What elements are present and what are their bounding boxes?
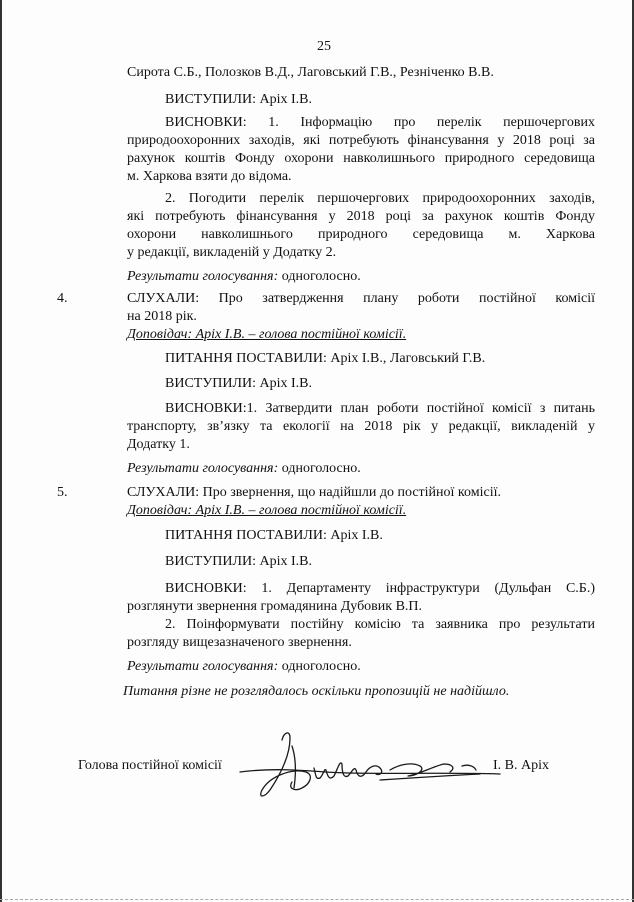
conclusions-line: рахунок коштів Фонду охорони навколишнього природного середовища [127,151,595,166]
voting-results [127,268,361,286]
conclusions-line: у редакції, викладеній у Додатку 2. [127,245,337,260]
voting-results [127,658,361,676]
other-items-note: Питання різне не розглядалось оскільки пропозицій не надійшло. [123,684,510,699]
conclusions-line: ВИСНОВКИ: 1. Інформацію про перелік першочергових [165,115,595,130]
scan-border-left [0,0,2,902]
conclusions-line: природоохоронних заходів, які потребують фінансування у 2018 році за [127,133,595,148]
signature-title: Голова постійної комісії [78,758,222,773]
conclusions-line: розгляду вищезазначеного звернення. [127,635,352,650]
reporter-line: Доповідач: Аріх І.В. – голова постійної комісії. [127,327,407,342]
conclusions-line: які потребують фінансування у 2018 році за рахунок коштів Фонду [127,209,595,224]
heard-line: на 2018 рік. [127,309,197,324]
item-number: 4. [57,291,68,306]
reporter-line: Доповідач: Аріх І.В. – голова постійної комісії. [127,503,407,518]
voting-label: Результати голосування: [127,269,279,284]
conclusions-line: 2. Поінформувати постійну комісію та заявника про результати [165,617,595,632]
attendees-line: Сирота С.Б., Полозков В.Д., Лаговський Г.В., Резніченко В.В. [127,65,494,80]
questions-line: ПИТАННЯ ПОСТАВИЛИ: Аріх І.В., Лаговський Г.В. [165,351,486,366]
voting-value: одноголосно. [278,461,361,476]
voting-value: одноголосно. [278,659,361,674]
item-number: 5. [57,485,68,500]
page-number: 25 [317,39,331,54]
conclusions-line: ВИСНОВКИ:1. Затвердити план роботи постійної комісії з питань [165,401,595,416]
conclusions-line: 2. Погодити перелік першочергових природоохоронних заходів, [165,191,595,206]
heard-line: СЛУХАЛИ: Про затвердження плану роботи постійної комісії [127,291,595,306]
conclusions-line: розглянути звернення громадянина Дубовик В.П. [127,599,423,614]
conclusions-line: охорони навколишнього природного середовища м. Харкова [127,227,595,242]
heard-line: СЛУХАЛИ: Про звернення, що надійшли до постійної комісії. [127,485,502,500]
conclusions-line: транспорту, зв’язку та екології на 2018 рік у редакції, викладеній у [127,419,595,434]
signature-name: І. В. Аріх [493,758,549,773]
speakers-line: ВИСТУПИЛИ: Аріх І.В. [165,376,312,391]
scan-bottom-edge [0,899,634,900]
voting-label: Результати голосування: [127,461,279,476]
questions-line: ПИТАННЯ ПОСТАВИЛИ: Аріх І.В. [165,528,383,543]
handwritten-signature [230,728,510,808]
voting-label: Результати голосування: [127,659,279,674]
voting-results [127,460,361,478]
conclusions-line: м. Харкова взяти до відома. [127,169,292,184]
speakers-line: ВИСТУПИЛИ: Аріх І.В. [165,92,312,107]
conclusions-line: Додатку 1. [127,437,190,452]
conclusions-line: ВИСНОВКИ: 1. Департаменту інфраструктури (Дульфан С.Б.) [165,581,595,596]
voting-value: одноголосно. [278,269,361,284]
speakers-line: ВИСТУПИЛИ: Аріх І.В. [165,554,312,569]
